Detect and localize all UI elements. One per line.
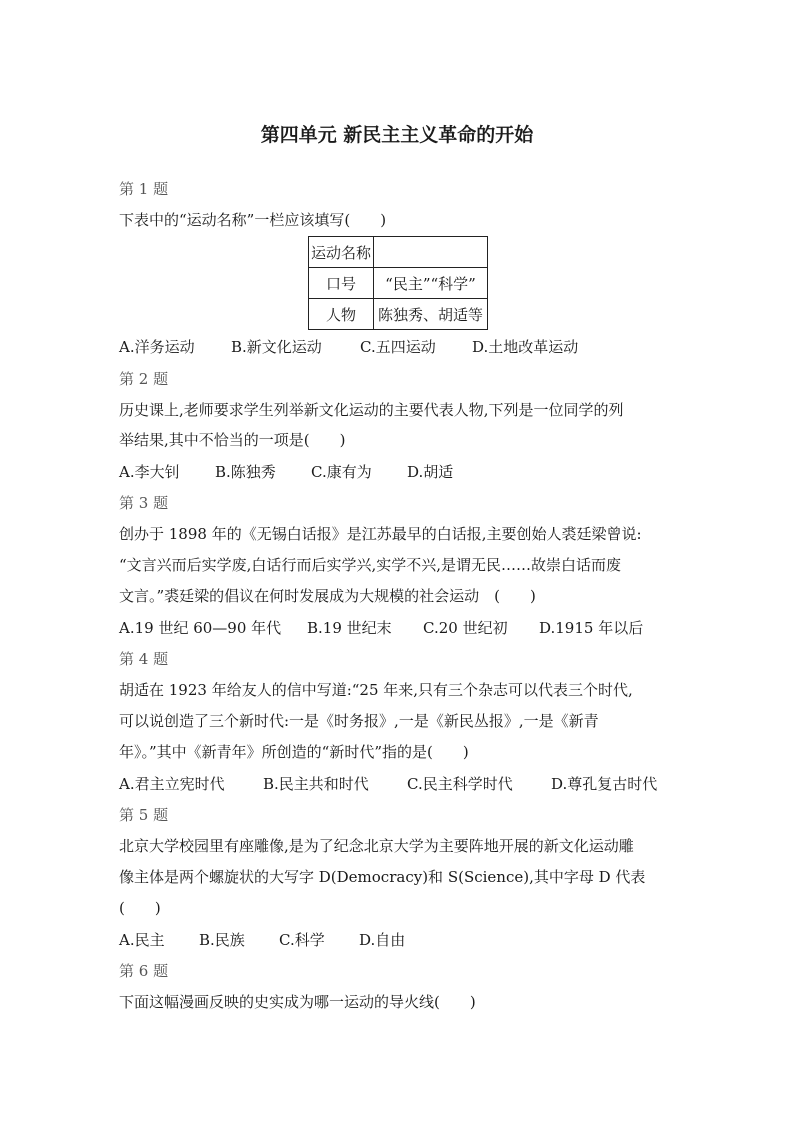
option-b[interactable]: B.陈独秀 [215,463,276,481]
option-b[interactable]: B.新文化运动 [231,338,322,356]
table-cell: 陈独秀、胡适等 [374,299,488,330]
question-stem: ( ) [119,899,161,917]
option-c[interactable]: C.民主科学时代 [407,775,513,793]
question-stem: 可以说创造了三个新时代:一是《时务报》,一是《新民丛报》,一是《新青 [119,712,599,730]
question-number: 第 6 题 [119,962,169,980]
option-d[interactable]: D.1915 年以后 [539,619,644,637]
option-d[interactable]: D.自由 [359,931,406,949]
option-c[interactable]: C.20 世纪初 [423,619,508,637]
table-row [309,268,488,299]
option-a[interactable]: A.民主 [119,931,165,949]
question-stem: 北京大学校园里有座雕像,是为了纪念北京大学为主要阵地开展的新文化运动雕 [119,837,634,855]
answer-options [119,774,657,794]
option-a[interactable]: A.君主立宪时代 [119,775,225,793]
page-title: 第四单元 新民主主义革命的开始 [260,124,534,146]
option-b[interactable]: B.19 世纪末 [307,619,392,637]
movement-table [308,236,488,330]
question-stem: 举结果,其中不恰当的一项是( ) [119,431,346,449]
option-b[interactable]: B.民族 [199,931,245,949]
option-a[interactable]: A.洋务运动 [119,338,195,356]
question-stem: 历史课上,老师要求学生列举新文化运动的主要代表人物,下列是一位同学的列 [119,401,624,419]
question-stem: “文言兴而后实学废,白话行而后实学兴,实学不兴,是谓无民……故崇白话而废 [119,556,621,574]
question-number: 第 1 题 [119,180,169,198]
table-cell: 口号 [309,268,374,299]
option-d[interactable]: D.土地改革运动 [472,338,579,356]
table-cell [374,237,488,268]
option-a[interactable]: A.19 世纪 60—90 年代 [119,619,282,637]
option-c[interactable]: C.五四运动 [360,338,436,356]
option-d[interactable]: D.尊孔复古时代 [551,775,658,793]
question-number: 第 5 题 [119,806,169,824]
option-c[interactable]: C.科学 [279,931,325,949]
answer-options [119,930,405,950]
question-stem: 年》。”其中《新青年》所创造的“新时代”指的是( ) [119,743,469,761]
answer-options [119,337,578,357]
question-number: 第 3 题 [119,494,169,512]
question-stem: 像主体是两个螺旋状的大写字 D(Democracy)和 S(Science),其中字母 D 代表 [119,868,646,886]
option-b[interactable]: B.民主共和时代 [263,775,369,793]
question-stem: 胡适在 1923 年给友人的信中写道:“25 年来,只有三个杂志可以代表三个时代, [119,681,633,699]
table-row [309,299,488,330]
question-number: 第 4 题 [119,650,169,668]
answer-options [119,618,643,638]
table-cell: “民主”“科学” [374,268,488,299]
question-stem: 下表中的“运动名称”一栏应该填写( ) [119,211,387,229]
table-cell: 人物 [309,299,374,330]
option-c[interactable]: C.康有为 [311,463,372,481]
question-stem: 文言。”裘廷梁的倡议在何时发展成为大规模的社会运动 ( ) [119,587,536,605]
table-cell: 运动名称 [309,237,374,268]
option-a[interactable]: A.李大钊 [119,463,180,481]
table-row [309,237,488,268]
answer-options [119,462,453,482]
question-number: 第 2 题 [119,370,169,388]
question-stem: 创办于 1898 年的《无锡白话报》是江苏最早的白话报,主要创始人裘廷梁曾说: [119,525,642,543]
question-stem: 下面这幅漫画反映的史实成为哪一运动的导火线( ) [119,993,476,1011]
option-d[interactable]: D.胡适 [407,463,454,481]
